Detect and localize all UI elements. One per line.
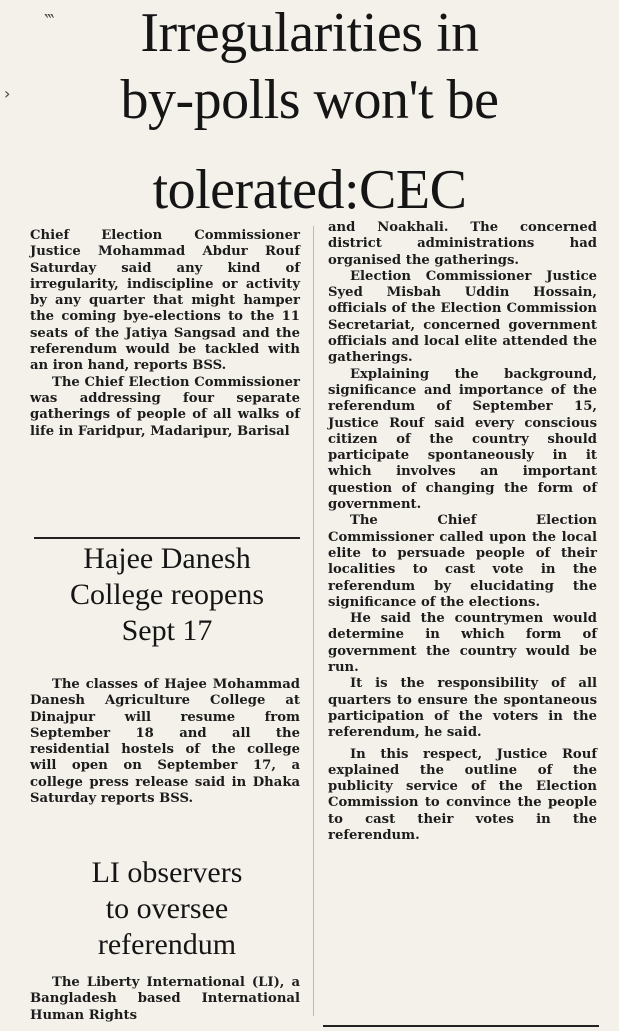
article-paragraph: He said the countrymen would determine in which form of government the country would be run. [328, 611, 597, 676]
article-paragraph: Explaining the background, significance and importance of the referendum of September 15, Justice Rouf said every conscious citizen of the country should participate spontaneously in it which involves an important question of changing the form of government. [328, 366, 597, 513]
article-paragraph: In this respect, Justice Rouf explained the outline of the publicity service of the Election Commission to convince the people to cast their votes in the referendum. [328, 746, 597, 843]
scan-mark: › [4, 84, 11, 103]
subheadline-line: College reopens [69, 578, 265, 611]
headline-line-2: by-polls won't be [120, 69, 499, 131]
article-paragraph: Election Commissioner Justice Syed Misbah Uddin Hossain, officials of the Election Commission Secretariat, concerned government officials and local elite attended the gatherings. [328, 268, 597, 366]
article-paragraph: It is the responsibility of all quarters to ensure the spontaneous participation of the voters in the referendum, he said. [328, 676, 597, 741]
column-rule [323, 1025, 599, 1027]
subheadline-line: LI observers [91, 856, 243, 889]
subheadline-hajee-danesh [22, 541, 312, 649]
article-paragraph: and Noakhali. The concerned district administrations had organised the gatherings. [328, 220, 597, 268]
article-hajee-danesh-body [30, 677, 300, 807]
article-paragraph: The Liberty International (LI), a Bangladesh based International Human Rights [30, 975, 300, 1023]
article-paragraph: The classes of Hajee Mohammad Danesh Agriculture College at Dinajpur will resume from September 18 and all the residential hostels of the college will open on September 17, a college press release said in Dhaka Saturday reports BSS. [30, 677, 300, 807]
subheadline-line: referendum [97, 928, 237, 961]
article-paragraph: The Chief Election Commissioner called upon the local elite to persuade people of their localities to cast vote in the referendum by elucidating the significance of the elections. [328, 513, 597, 610]
article-cec-right-column [328, 220, 597, 844]
subheadline-line: Sept 17 [121, 614, 213, 647]
article-paragraph: The Chief Election Commissioner was addressing four separate gatherings of people of all walks of life in Faridpur, Madaripur, Barisal [30, 374, 300, 439]
subheadline-li-observers [22, 855, 312, 963]
column-divider [313, 226, 314, 1016]
scan-mark: ‷ [44, 10, 55, 34]
column-rule [34, 537, 300, 539]
article-paragraph: Chief Election Commissioner Justice Mohammad Abdur Rouf Saturday said any kind of irregularity, indiscipline or activity by any quarter that might hamper the coming bye-elections to the 11 seats of the Jatiya Sangsad and the referendum would be tackled with an iron hand, reports BSS. [30, 228, 300, 374]
subheadline-line: to oversee [105, 892, 229, 925]
headline-line-3: tolerated:CEC [152, 159, 467, 221]
article-cec-left-column [30, 228, 300, 440]
subheadline-line: Hajee Danesh [83, 542, 251, 575]
article-li-observers-body [30, 975, 300, 1024]
headline-line-1: Irregularities in [140, 2, 479, 64]
